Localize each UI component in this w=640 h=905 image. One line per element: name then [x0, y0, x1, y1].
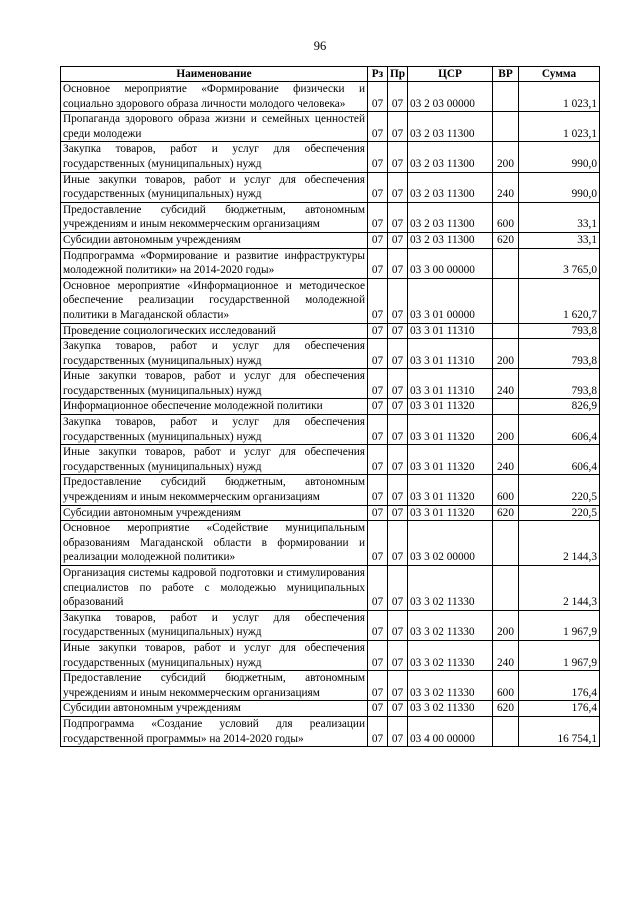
table-row — [61, 415, 600, 445]
row-sum: 1 967,9 — [519, 640, 600, 670]
row-vr — [493, 82, 519, 112]
row-vr: 200 — [493, 610, 519, 640]
row-sum: 1 620,7 — [519, 278, 600, 323]
row-pr: 07 — [388, 248, 408, 278]
row-pr: 07 — [388, 640, 408, 670]
row-vr: 620 — [493, 232, 519, 248]
row-name — [61, 716, 368, 746]
row-pr: 07 — [388, 339, 408, 369]
row-name-text: Основное мероприятие «Формирование физически и социально здорового образа личности молодого человека» — [63, 83, 365, 110]
table-row — [61, 369, 600, 399]
row-csr: 03 3 02 11330 — [408, 640, 493, 670]
row-vr: 240 — [493, 445, 519, 475]
row-sum: 793,8 — [519, 339, 600, 369]
row-pr: 07 — [388, 505, 408, 521]
row-vr — [493, 278, 519, 323]
table-row — [61, 610, 600, 640]
row-name — [61, 248, 368, 278]
row-name — [61, 82, 368, 112]
table-row — [61, 82, 600, 112]
row-sum: 1 023,1 — [519, 82, 600, 112]
row-csr: 03 3 02 11330 — [408, 566, 493, 611]
row-sum: 176,4 — [519, 701, 600, 717]
row-csr: 03 3 01 11310 — [408, 323, 493, 339]
row-pr: 07 — [388, 369, 408, 399]
row-name-text: Основное мероприятие «Информационное и методическое обеспечение реализации государственной молодежной политики в Магаданской области» — [63, 279, 365, 321]
row-name — [61, 339, 368, 369]
row-name — [61, 445, 368, 475]
row-sum: 793,8 — [519, 369, 600, 399]
row-vr: 620 — [493, 701, 519, 717]
header-pr: Пр — [388, 67, 408, 82]
row-rz: 07 — [368, 142, 388, 172]
header-name: Наименование — [61, 67, 368, 82]
table-header-row — [61, 67, 600, 82]
row-name — [61, 610, 368, 640]
row-name — [61, 112, 368, 142]
row-rz: 07 — [368, 610, 388, 640]
row-rz: 07 — [368, 172, 388, 202]
row-name-text: Предоставление субсидий бюджетным, автономным учреждениям и иным некоммерческим организациям — [63, 672, 365, 699]
row-sum: 990,0 — [519, 172, 600, 202]
row-rz: 07 — [368, 278, 388, 323]
row-rz: 07 — [368, 445, 388, 475]
row-sum: 176,4 — [519, 671, 600, 701]
row-name-text: Субсидии автономным учреждениям — [63, 506, 241, 519]
row-name — [61, 475, 368, 505]
table-row — [61, 112, 600, 142]
row-sum: 2 144,3 — [519, 521, 600, 566]
row-pr: 07 — [388, 112, 408, 142]
header-rz: Рз — [368, 67, 388, 82]
row-name-text: Организация системы кадровой подготовки и стимулирования специалистов по работе с молодежью муниципальных образований — [63, 567, 365, 609]
row-vr — [493, 566, 519, 611]
row-csr: 03 3 01 11320 — [408, 399, 493, 415]
row-pr: 07 — [388, 701, 408, 717]
table-row — [61, 232, 600, 248]
row-name-text: Иные закупки товаров, работ и услуг для обеспечения государственных (муниципальных) нужд — [63, 370, 365, 397]
row-rz: 07 — [368, 112, 388, 142]
table-row — [61, 445, 600, 475]
row-sum: 793,8 — [519, 323, 600, 339]
row-name — [61, 521, 368, 566]
row-sum: 2 144,3 — [519, 566, 600, 611]
row-csr: 03 3 02 11330 — [408, 701, 493, 717]
row-pr: 07 — [388, 232, 408, 248]
row-vr — [493, 248, 519, 278]
row-name — [61, 415, 368, 445]
row-pr: 07 — [388, 172, 408, 202]
row-name-text: Иные закупки товаров, работ и услуг для обеспечения государственных (муниципальных) нужд — [63, 173, 365, 201]
row-name — [61, 142, 368, 172]
row-name-text: Подпрограмма «Формирование и развитие инфраструктуры молодежной политики» на 2014-2020 годы» — [63, 249, 365, 277]
row-pr: 07 — [388, 278, 408, 323]
row-name — [61, 640, 368, 670]
row-name — [61, 505, 368, 521]
header-csr: ЦСР — [408, 67, 493, 82]
row-vr: 240 — [493, 369, 519, 399]
table-row — [61, 248, 600, 278]
row-pr: 07 — [388, 202, 408, 232]
row-name-text: Предоставление субсидий бюджетным, автономным учреждениям и иным некоммерческим организациям — [63, 476, 365, 504]
row-rz: 07 — [368, 248, 388, 278]
header-sum: Сумма — [519, 67, 600, 82]
row-name — [61, 369, 368, 399]
row-name-text: Проведение социологических исследований — [63, 324, 276, 337]
row-rz: 07 — [368, 323, 388, 339]
row-name-text: Закупка товаров, работ и услуг для обеспечения государственных (муниципальных) нужд — [63, 340, 365, 367]
row-pr: 07 — [388, 415, 408, 445]
row-name-text: Субсидии автономным учреждениям — [63, 702, 241, 715]
row-name — [61, 701, 368, 717]
row-csr: 03 3 00 00000 — [408, 248, 493, 278]
table-row — [61, 202, 600, 232]
row-vr — [493, 716, 519, 746]
row-csr: 03 4 00 00000 — [408, 716, 493, 746]
budget-table — [60, 66, 600, 747]
row-pr: 07 — [388, 610, 408, 640]
row-sum: 220,5 — [519, 475, 600, 505]
row-name-text: Закупка товаров, работ и услуг для обеспечения государственных (муниципальных) нужд — [63, 416, 365, 443]
row-name-text: Иные закупки товаров, работ и услуг для обеспечения государственных (муниципальных) нужд — [63, 446, 365, 473]
row-sum: 606,4 — [519, 415, 600, 445]
row-csr: 03 3 01 11320 — [408, 505, 493, 521]
row-rz: 07 — [368, 82, 388, 112]
row-vr: 200 — [493, 142, 519, 172]
row-rz: 07 — [368, 399, 388, 415]
row-name-text: Закупка товаров, работ и услуг для обеспечения государственных (муниципальных) нужд — [63, 143, 365, 170]
row-rz: 07 — [368, 505, 388, 521]
row-vr: 240 — [493, 640, 519, 670]
row-name-text: Иные закупки товаров, работ и услуг для обеспечения государственных (муниципальных) нужд — [63, 641, 365, 669]
row-sum: 1 967,9 — [519, 610, 600, 640]
row-name — [61, 278, 368, 323]
row-name — [61, 399, 368, 415]
row-csr: 03 3 01 11320 — [408, 475, 493, 505]
row-name-text: Подпрограмма «Создание условий для реализации государственной программы» на 2014-2020 годы» — [63, 717, 365, 745]
table-row — [61, 640, 600, 670]
row-vr — [493, 323, 519, 339]
table-row — [61, 339, 600, 369]
row-pr: 07 — [388, 82, 408, 112]
row-name — [61, 202, 368, 232]
row-name-text: Закупка товаров, работ и услуг для обеспечения государственных (муниципальных) нужд — [63, 611, 365, 639]
table-row — [61, 323, 600, 339]
row-vr: 620 — [493, 505, 519, 521]
table-row — [61, 566, 600, 611]
table-row — [61, 505, 600, 521]
row-csr: 03 2 03 11300 — [408, 202, 493, 232]
row-name — [61, 323, 368, 339]
row-sum: 33,1 — [519, 232, 600, 248]
row-pr: 07 — [388, 399, 408, 415]
row-name-text: Основное мероприятие «Содействие муниципальным образованиям Магаданской области в формировании и реализации молодежной политики» — [63, 522, 365, 564]
row-rz: 07 — [368, 701, 388, 717]
row-vr — [493, 399, 519, 415]
row-vr: 240 — [493, 172, 519, 202]
row-sum: 220,5 — [519, 505, 600, 521]
row-vr — [493, 112, 519, 142]
row-csr: 03 2 03 11300 — [408, 172, 493, 202]
row-csr: 03 3 01 11310 — [408, 339, 493, 369]
row-pr: 07 — [388, 671, 408, 701]
table-row — [61, 142, 600, 172]
row-rz: 07 — [368, 415, 388, 445]
row-pr: 07 — [388, 566, 408, 611]
row-pr: 07 — [388, 716, 408, 746]
table-row — [61, 172, 600, 202]
row-vr: 200 — [493, 415, 519, 445]
row-rz: 07 — [368, 339, 388, 369]
row-pr: 07 — [388, 445, 408, 475]
row-vr: 600 — [493, 671, 519, 701]
row-name — [61, 232, 368, 248]
row-csr: 03 2 03 11300 — [408, 112, 493, 142]
row-sum: 3 765,0 — [519, 248, 600, 278]
row-vr — [493, 521, 519, 566]
row-rz: 07 — [368, 716, 388, 746]
row-csr: 03 2 03 11300 — [408, 232, 493, 248]
table-row — [61, 399, 600, 415]
row-sum: 1 023,1 — [519, 112, 600, 142]
table-row — [61, 671, 600, 701]
row-rz: 07 — [368, 521, 388, 566]
table-row — [61, 475, 600, 505]
row-vr: 600 — [493, 202, 519, 232]
table-row — [61, 278, 600, 323]
table-row — [61, 701, 600, 717]
row-name-text: Информационное обеспечение молодежной политики — [63, 400, 323, 413]
row-name — [61, 566, 368, 611]
row-csr: 03 3 01 11320 — [408, 415, 493, 445]
row-name — [61, 172, 368, 202]
row-name-text: Пропаганда здорового образа жизни и семейных ценностей среди молодежи — [63, 113, 365, 140]
row-name-text: Субсидии автономным учреждениям — [63, 233, 241, 246]
table-row — [61, 521, 600, 566]
row-pr: 07 — [388, 323, 408, 339]
row-rz: 07 — [368, 671, 388, 701]
row-sum: 990,0 — [519, 142, 600, 172]
row-pr: 07 — [388, 142, 408, 172]
row-csr: 03 3 01 11310 — [408, 369, 493, 399]
row-name — [61, 671, 368, 701]
row-sum: 606,4 — [519, 445, 600, 475]
row-csr: 03 3 01 00000 — [408, 278, 493, 323]
row-rz: 07 — [368, 232, 388, 248]
row-sum: 16 754,1 — [519, 716, 600, 746]
page-number: 96 — [313, 39, 327, 53]
row-pr: 07 — [388, 475, 408, 505]
row-rz: 07 — [368, 640, 388, 670]
table-row — [61, 716, 600, 746]
row-csr: 03 3 02 11330 — [408, 610, 493, 640]
row-csr: 03 2 03 00000 — [408, 82, 493, 112]
row-name-text: Предоставление субсидий бюджетным, автономным учреждениям и иным некоммерческим организациям — [63, 203, 365, 231]
row-csr: 03 3 02 00000 — [408, 521, 493, 566]
row-sum: 33,1 — [519, 202, 600, 232]
row-rz: 07 — [368, 202, 388, 232]
row-vr: 200 — [493, 339, 519, 369]
row-rz: 07 — [368, 369, 388, 399]
row-pr: 07 — [388, 521, 408, 566]
row-csr: 03 3 01 11320 — [408, 445, 493, 475]
row-vr: 600 — [493, 475, 519, 505]
row-rz: 07 — [368, 475, 388, 505]
header-vr: ВР — [493, 67, 519, 82]
row-csr: 03 2 03 11300 — [408, 142, 493, 172]
row-csr: 03 3 02 11330 — [408, 671, 493, 701]
row-sum: 826,9 — [519, 399, 600, 415]
row-rz: 07 — [368, 566, 388, 611]
